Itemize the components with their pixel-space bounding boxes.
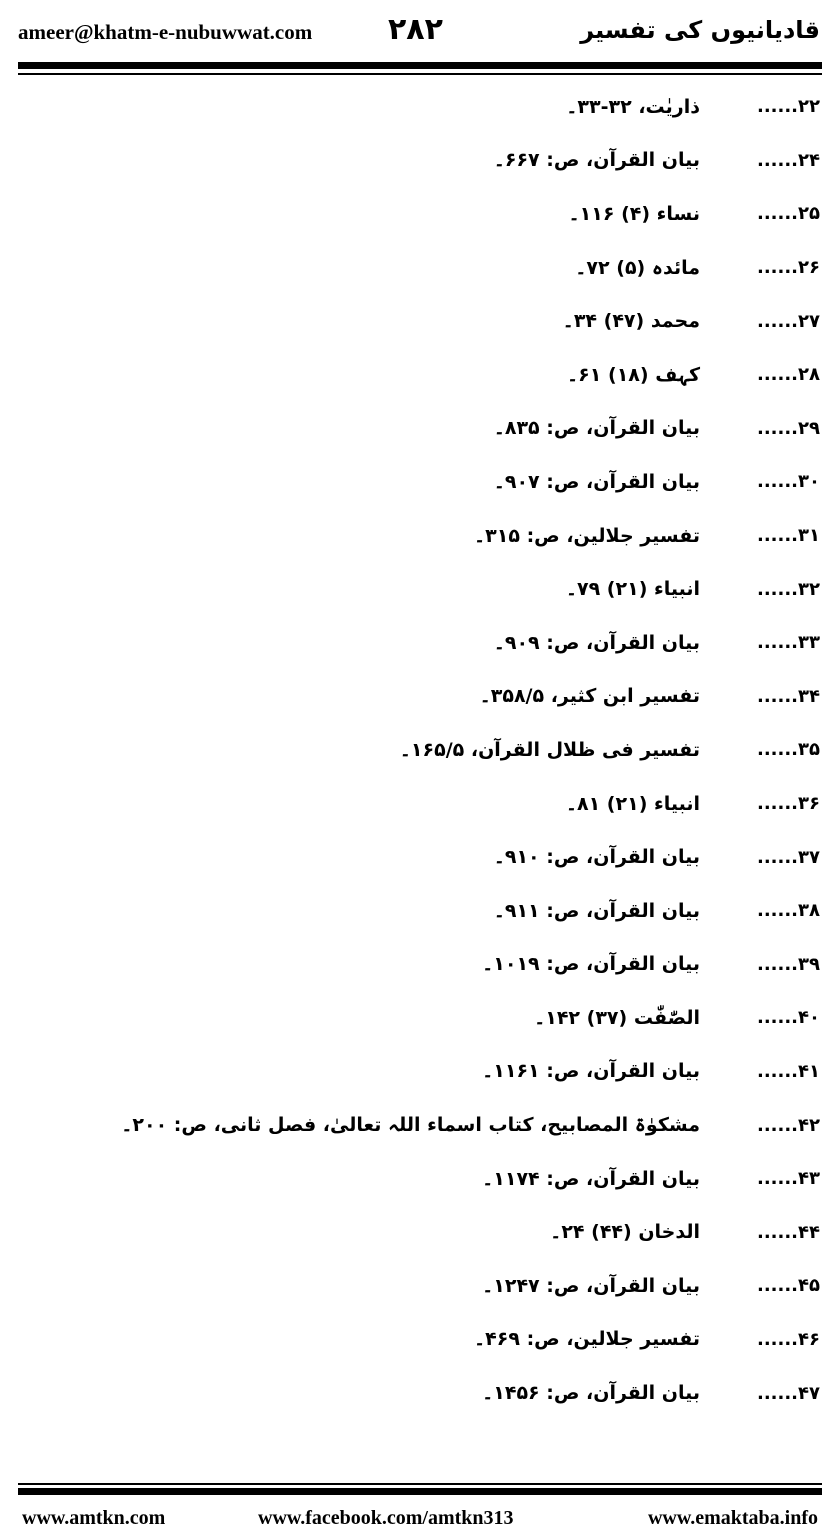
footnote-number: ۴۴...... <box>756 1221 820 1243</box>
footnote-item <box>20 1205 820 1259</box>
footnote-item <box>20 1098 820 1152</box>
footnote-item <box>20 938 820 992</box>
footnote-reference: الدخان (۴۴) ۲۴۔ <box>550 1221 700 1244</box>
footnote-reference: الصّٰفّٰت (۳۷) ۱۴۲۔ <box>534 1006 700 1029</box>
footnote-number: ۲۵...... <box>756 203 820 225</box>
page-header <box>18 10 822 50</box>
footnote-reference: بیان القرآن، ص: ۱۱۷۴۔ <box>482 1167 700 1190</box>
footnote-number: ۳۵...... <box>756 739 820 761</box>
footnote-number: ۴۱...... <box>756 1060 820 1082</box>
footnote-item <box>20 1313 820 1367</box>
footnote-number: ۴۵...... <box>756 1275 820 1297</box>
footnote-number: ۴۳...... <box>756 1168 820 1190</box>
footnote-number: ۳۸...... <box>756 900 820 922</box>
footnote-number: ۴۷...... <box>756 1382 820 1404</box>
book-title: قادیانیوں کی تفسیر <box>580 16 820 44</box>
footnote-reference: انبیاء (۲۱) ۸۱۔ <box>565 792 700 815</box>
footnote-item <box>20 884 820 938</box>
footnote-item <box>20 670 820 724</box>
footnote-item <box>20 777 820 831</box>
footnote-item <box>20 134 820 188</box>
footnote-reference: کہف (۱۸) ۶۱۔ <box>567 363 700 386</box>
footnote-number: ۲۸...... <box>756 364 820 386</box>
footnote-reference: تفسیر فی ظلال القرآن، ۱۶۵/۵۔ <box>399 738 700 761</box>
footnote-reference: مشکوٰۃ المصابیح، کتاب اسماء اللہ تعالیٰ، فصل ثانی، ص: ۲۰۰۔ <box>121 1114 700 1137</box>
footnote-number: ۲۴...... <box>756 149 820 171</box>
footnote-item <box>20 1045 820 1099</box>
footnote-number: ۳۱...... <box>756 525 820 547</box>
footnote-item <box>20 562 820 616</box>
footnote-number: ۳۳...... <box>756 632 820 654</box>
footnote-number: ۲۹...... <box>756 417 820 439</box>
footnote-reference: ذاریٰت، ۳۲-۳۳۔ <box>566 95 700 118</box>
header-rule-thin <box>18 73 822 75</box>
footnote-number: ۳۲...... <box>756 578 820 600</box>
footer-rule-thick <box>18 1488 822 1495</box>
footnote-item <box>20 294 820 348</box>
footnote-reference: بیان القرآن، ص: ۶۶۷۔ <box>493 149 700 172</box>
footnote-item <box>20 616 820 670</box>
footnote-reference: بیان القرآن، ص: ۸۳۵۔ <box>493 417 700 440</box>
footnote-number: ۲۲...... <box>756 96 820 118</box>
footnote-number: ۳۴...... <box>756 685 820 707</box>
footnote-item <box>20 455 820 509</box>
footnote-number: ۴۶...... <box>756 1328 820 1350</box>
footnote-reference: بیان القرآن، ص: ۱۰۱۹۔ <box>482 953 700 976</box>
footnote-item <box>20 1366 820 1420</box>
footnote-reference: تفسیر ابن کثیر، ۳۵۸/۵۔ <box>479 685 700 708</box>
footnote-reference: بیان القرآن، ص: ۹۰۷۔ <box>493 470 700 493</box>
footnote-item <box>20 80 820 134</box>
footnote-reference: بیان القرآن، ص: ۹۱۱۔ <box>493 899 700 922</box>
footnote-item <box>20 509 820 563</box>
footnote-item <box>20 991 820 1045</box>
footnote-number: ۲۷...... <box>756 310 820 332</box>
footnote-item <box>20 348 820 402</box>
footnote-item <box>20 1259 820 1313</box>
footnote-reference: تفسیر جلالین، ص: ۳۱۵۔ <box>474 524 700 547</box>
footnote-reference: انبیاء (۲۱) ۷۹۔ <box>565 578 700 601</box>
page-footer <box>18 1507 822 1535</box>
footnote-number: ۳۶...... <box>756 793 820 815</box>
footer-link-amtkn[interactable]: www.amtkn.com <box>22 1507 166 1529</box>
footnote-reference: بیان القرآن، ص: ۱۴۵۶۔ <box>482 1382 700 1405</box>
page-number: ۲۸۲ <box>388 12 443 47</box>
footnote-item <box>20 723 820 777</box>
footnote-item <box>20 241 820 295</box>
footer-link-facebook[interactable]: www.facebook.com/amtkn313 <box>258 1507 514 1529</box>
header-rule-thick <box>18 62 822 69</box>
footnote-reference: مائدہ (۵) ۷۲۔ <box>575 256 700 279</box>
footnote-number: ۴۰...... <box>756 1007 820 1029</box>
footnote-reference: بیان القرآن، ص: ۱۱۶۱۔ <box>482 1060 700 1083</box>
footnote-reference: تفسیر جلالین، ص: ۴۶۹۔ <box>474 1328 700 1351</box>
footnote-item <box>20 1152 820 1206</box>
footer-link-emaktaba[interactable]: www.emaktaba.info <box>647 1507 818 1529</box>
footnote-number: ۲۶...... <box>756 257 820 279</box>
footnote-item <box>20 402 820 456</box>
footnote-number: ۳۰...... <box>756 471 820 493</box>
footnote-item <box>20 187 820 241</box>
footnote-item <box>20 830 820 884</box>
footnote-list <box>20 80 820 1420</box>
footnote-reference: نساء (۴) ۱۱۶۔ <box>568 202 700 225</box>
email-address[interactable]: ameer@khatm-e-nubuwwat.com <box>18 20 313 44</box>
footnote-reference: بیان القرآن، ص: ۹۱۰۔ <box>493 846 700 869</box>
footer-rule-thin <box>18 1483 822 1485</box>
footnote-reference: بیان القرآن، ص: ۱۲۴۷۔ <box>482 1274 700 1297</box>
footnote-number: ۴۲...... <box>756 1114 820 1136</box>
footnote-reference: بیان القرآن، ص: ۹۰۹۔ <box>493 631 700 654</box>
footnote-number: ۳۷...... <box>756 846 820 868</box>
footnote-reference: محمد (۴۷) ۳۴۔ <box>562 310 700 333</box>
footnote-number: ۳۹...... <box>756 953 820 975</box>
